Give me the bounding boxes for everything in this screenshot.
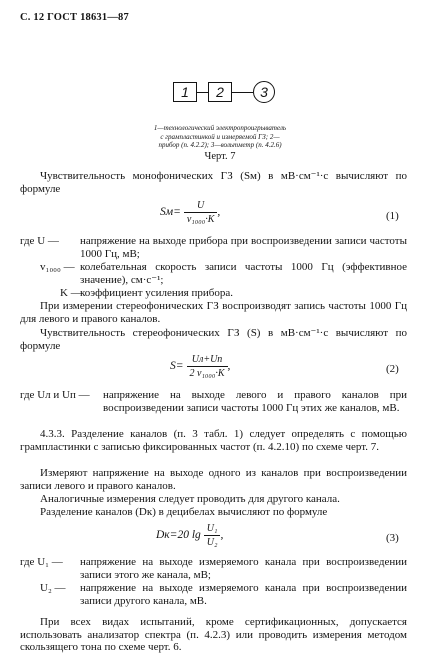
block-3: 3	[253, 81, 275, 103]
page-header: С. 12 ГОСТ 18631—87	[20, 12, 129, 23]
formula-1-number: (1)	[386, 210, 399, 222]
paragraph-2: При измерении стереофонических ГЗ воспроизводят запись частоты 1000 Гц для левого и правого каналов.	[20, 300, 407, 325]
paragraph-4: 4.3.3. Разделение каналов (п. 3 табл. 1) следует определять с помощью грампластинки с записью фиксированных частот (п. 4.2.10) по схеме черт. 7.	[20, 428, 407, 453]
formula-3: Dк=20 lg $\frac{\text{U₁}}{\text{U₂}}$ ,	[156, 523, 224, 548]
block-1: 1	[173, 82, 197, 102]
definition-ul-up: где Uл и Uп — напряжение на выходе левого и правого каналов при воспроизведении записи частоты 1000 Гц этих же каналов, мВ.	[20, 389, 407, 414]
paragraph-1: Чувствительность монофонических ГЗ (Sм) в мВ·см⁻¹·с вычисляют по формуле	[20, 170, 407, 195]
paragraph-5: Измеряют напряжение на выходе одного из каналов при воспроизведении записи левого и правого каналов.	[20, 467, 407, 492]
formula-2: S= $\frac{Uл+Uп}{\text{2 v₁₀₀₀·K}}$ ,	[170, 354, 231, 379]
wire-2-3	[232, 92, 253, 93]
block-diagram	[0, 0, 427, 110]
figure-caption: 1—технологический электропроигрыватель с грампластинкой и измеряемой ГЗ; 2— прибор (п. 4.2.2); 3—вольтметр (п. 4.2.6)	[153, 124, 287, 149]
wire-1-2	[197, 92, 208, 93]
figure-label: Черт. 7	[204, 151, 236, 162]
paragraph-7: Разделение каналов (Dк) в децибелах вычисляют по формуле	[40, 506, 328, 518]
block-2: 2	[208, 82, 232, 102]
definition-u1: где U₁ — напряжение на выходе измеряемого канала при воспроизведении записи этого же канала, мВ;	[20, 556, 407, 581]
paragraph-8: При всех видах испытаний, кроме сертификационных, допускается использовать анализатор спектра (п. 4.2.3) или проводить измерения методом скользящего тона по схеме черт. 6.	[20, 616, 407, 654]
paragraph-6: Аналогичные измерения следует проводить для другого канала.	[40, 493, 340, 505]
definition-k: K — коэффициент усиления прибора.	[60, 287, 233, 299]
formula-2-number: (2)	[386, 363, 399, 375]
formula-3-number: (3)	[386, 532, 399, 544]
formula-1: Sм= $\frac{U}{\text{v₁₀₀₀·K}}$ ,	[160, 200, 221, 225]
paragraph-3: Чувствительность стереофонических ГЗ (S) в мВ·см⁻¹·с вычисляют по формуле	[20, 327, 407, 352]
definition-u2: U₂ — напряжение на выходе измеряемого канала при воспроизведении записи другого канала, мВ.	[40, 582, 407, 607]
definition-u: где U — напряжение на выходе прибора при воспроизведении записи частоты 1000 Гц, мВ;	[20, 235, 407, 260]
definition-v1000: v₁₀₀₀ — колебательная скорость записи частоты 1000 Гц (эффективное значение), см·с⁻¹;	[40, 261, 407, 286]
